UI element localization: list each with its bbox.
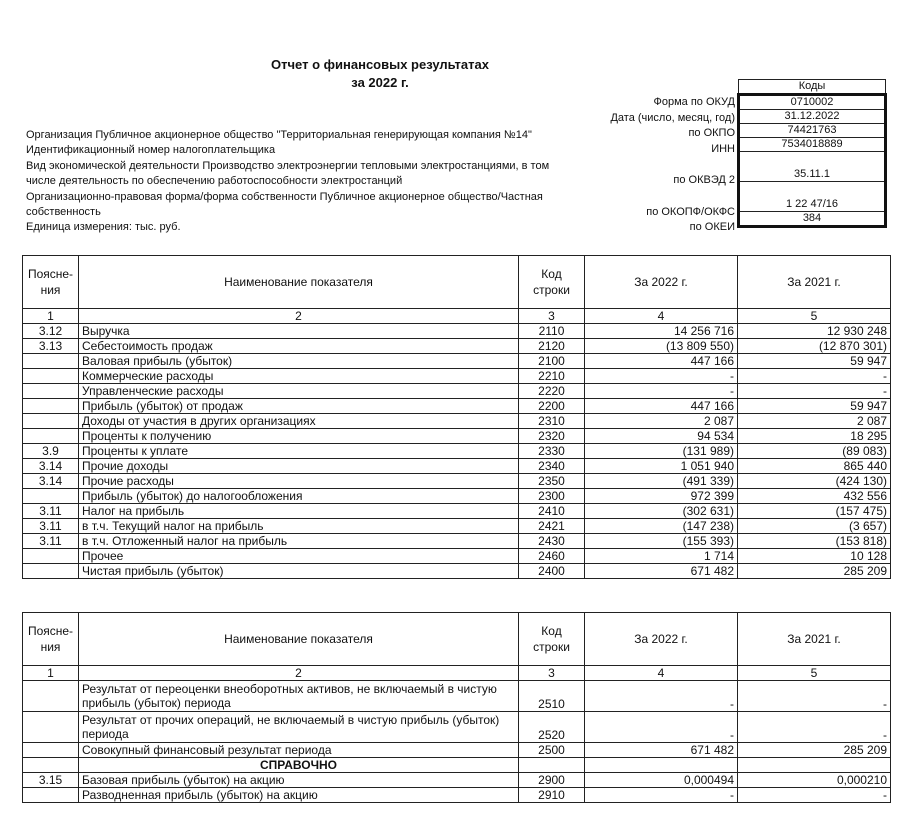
row-note [23, 681, 79, 712]
row-note: 3.9 [23, 444, 79, 459]
row-value-2021: (89 083) [738, 444, 891, 459]
unit-label: Единица измерения: тыс. руб. [26, 221, 181, 233]
row-value-2022: (13 809 550) [585, 339, 738, 354]
index-cell: 5 [738, 309, 891, 324]
okopf-label: по ОКОПФ/ОКФС [646, 206, 735, 218]
row-value-2021: (424 130) [738, 474, 891, 489]
empty-cell [23, 758, 79, 773]
col-note-header: Поясне-ния [23, 256, 79, 309]
report-period: за 2022 г. [351, 75, 409, 90]
table2-header-row [23, 613, 891, 666]
row-note: 3.15 [23, 773, 79, 788]
row-code: 2110 [519, 324, 585, 339]
reference-label: СПРАВОЧНО [79, 758, 519, 773]
table-row [23, 504, 891, 519]
row-name: Результат от прочих операций, не включаемый в чистую прибыль (убыток) периода [79, 712, 519, 743]
row-note [23, 354, 79, 369]
okei-value: 384 [739, 212, 886, 227]
row-code: 2410 [519, 504, 585, 519]
row-name: Доходы от участия в других организациях [79, 414, 519, 429]
row-value-2022: - [585, 681, 738, 712]
row-note: 3.11 [23, 504, 79, 519]
row-code: 2520 [519, 712, 585, 743]
row-value-2021: 285 209 [738, 743, 891, 758]
row-name: Прочие доходы [79, 459, 519, 474]
row-name: Проценты к получению [79, 429, 519, 444]
index-cell: 4 [585, 309, 738, 324]
index-cell: 5 [738, 666, 891, 681]
row-value-2021: 18 295 [738, 429, 891, 444]
row-code: 2430 [519, 534, 585, 549]
row-value-2021: 59 947 [738, 399, 891, 414]
row-name: Проценты к уплате [79, 444, 519, 459]
row-code: 2900 [519, 773, 585, 788]
row-note: 3.14 [23, 459, 79, 474]
row-value-2022: 671 482 [585, 743, 738, 758]
row-code: 2210 [519, 369, 585, 384]
row-value-2021: (153 818) [738, 534, 891, 549]
row-value-2022: 1 714 [585, 549, 738, 564]
row-code: 2120 [519, 339, 585, 354]
row-code: 2320 [519, 429, 585, 444]
row-code: 2310 [519, 414, 585, 429]
row-name: Прочее [79, 549, 519, 564]
row-value-2022: - [585, 788, 738, 803]
col-code-header: Код строки [519, 613, 585, 666]
row-value-2021: (3 657) [738, 519, 891, 534]
inn-label: Идентификационный номер налогоплательщика [26, 144, 276, 156]
row-value-2021: 285 209 [738, 564, 891, 579]
table-row [23, 444, 891, 459]
table-header-row [23, 256, 891, 309]
table-row [23, 429, 891, 444]
row-value-2022: (155 393) [585, 534, 738, 549]
inn-value: 7534018889 [739, 138, 886, 152]
row-note: 3.11 [23, 534, 79, 549]
row-note: 3.11 [23, 519, 79, 534]
row-note: 3.14 [23, 474, 79, 489]
table-row [23, 712, 891, 743]
row-name: Чистая прибыль (убыток) [79, 564, 519, 579]
row-value-2022: - [585, 384, 738, 399]
row-note [23, 429, 79, 444]
row-name: Коммерческие расходы [79, 369, 519, 384]
row-value-2021: (12 870 301) [738, 339, 891, 354]
row-note [23, 414, 79, 429]
table-row [23, 788, 891, 803]
row-value-2021: 10 128 [738, 549, 891, 564]
row-code: 2200 [519, 399, 585, 414]
row-value-2022: 671 482 [585, 564, 738, 579]
row-value-2021: 0,000210 [738, 773, 891, 788]
empty-cell [585, 758, 738, 773]
row-value-2022: (302 631) [585, 504, 738, 519]
table-row [23, 324, 891, 339]
legal-form-line-2: собственность [26, 206, 101, 218]
activity-line-2: числе деятельность по обеспечению работоспособности электростанций [26, 175, 403, 187]
col-note-header: Поясне-ния [23, 613, 79, 666]
row-name: в т.ч. Отложенный налог на прибыль [79, 534, 519, 549]
row-value-2021: 432 556 [738, 489, 891, 504]
index-cell: 4 [585, 666, 738, 681]
row-name: Базовая прибыль (убыток) на акцию [79, 773, 519, 788]
col-name-header: Наименование показателя [79, 613, 519, 666]
table-row [23, 743, 891, 758]
row-note [23, 743, 79, 758]
col-2022-header: За 2022 г. [585, 256, 738, 309]
table-row [23, 339, 891, 354]
row-name: в т.ч. Текущий налог на прибыль [79, 519, 519, 534]
row-note [23, 564, 79, 579]
row-value-2022: 94 534 [585, 429, 738, 444]
row-value-2021: - [738, 384, 891, 399]
row-code: 2330 [519, 444, 585, 459]
row-code: 2510 [519, 681, 585, 712]
row-note [23, 489, 79, 504]
table-row [23, 399, 891, 414]
okopf-value: 1 22 47/16 [739, 182, 886, 212]
row-code: 2910 [519, 788, 585, 803]
financial-results-table [22, 255, 891, 579]
row-value-2022: 447 166 [585, 354, 738, 369]
codes-box [737, 79, 887, 228]
row-value-2022: 1 051 940 [585, 459, 738, 474]
index-cell: 1 [23, 309, 79, 324]
row-value-2021: - [738, 681, 891, 712]
table-row [23, 369, 891, 384]
col-2022-header: За 2022 г. [585, 613, 738, 666]
row-name: Результат от переоценки внеоборотных активов, не включаемый в чистую прибыль (убыток) периода [79, 681, 519, 712]
row-value-2022: (147 238) [585, 519, 738, 534]
row-note [23, 549, 79, 564]
row-note [23, 788, 79, 803]
row-value-2021: - [738, 788, 891, 803]
okved-label: по ОКВЭД 2 [673, 174, 735, 186]
row-code: 2500 [519, 743, 585, 758]
table-row [23, 519, 891, 534]
date-value: 31.12.2022 [739, 110, 886, 124]
row-note [23, 712, 79, 743]
row-value-2022: 14 256 716 [585, 324, 738, 339]
report-title: Отчет о финансовых результатах [271, 57, 489, 72]
table-row [23, 384, 891, 399]
table-row [23, 681, 891, 712]
okpo-value: 74421763 [739, 124, 886, 138]
index-cell: 2 [79, 309, 519, 324]
row-value-2021: 2 087 [738, 414, 891, 429]
table-index-row [23, 309, 891, 324]
col-name-header: Наименование показателя [79, 256, 519, 309]
row-code: 2220 [519, 384, 585, 399]
row-value-2022: 972 399 [585, 489, 738, 504]
reference-row [23, 758, 891, 773]
col-2021-header: За 2021 г. [738, 256, 891, 309]
row-value-2021: 12 930 248 [738, 324, 891, 339]
col-code-header: Код строки [519, 256, 585, 309]
table-row [23, 414, 891, 429]
row-name: Прибыль (убыток) от продаж [79, 399, 519, 414]
okved-value: 35.11.1 [739, 152, 886, 182]
row-value-2022: - [585, 712, 738, 743]
row-code: 2350 [519, 474, 585, 489]
row-note: 3.13 [23, 339, 79, 354]
table-row [23, 549, 891, 564]
legal-form-line-1: Организационно-правовая форма/форма собственности Публичное акционерное общество/Частная [26, 191, 543, 203]
row-name: Разводненная прибыль (убыток) на акцию [79, 788, 519, 803]
row-note [23, 384, 79, 399]
row-value-2022: 447 166 [585, 399, 738, 414]
row-name: Валовая прибыль (убыток) [79, 354, 519, 369]
row-name: Себестоимость продаж [79, 339, 519, 354]
okei-label: по ОКЕИ [689, 221, 735, 233]
okud-value: 0710002 [739, 95, 886, 110]
row-code: 2460 [519, 549, 585, 564]
date-label: Дата (число, месяц, год) [610, 112, 735, 124]
inn-code-label: ИНН [711, 143, 735, 155]
row-value-2021: - [738, 369, 891, 384]
table-row [23, 534, 891, 549]
row-code: 2400 [519, 564, 585, 579]
table-row [23, 773, 891, 788]
row-value-2021: 865 440 [738, 459, 891, 474]
row-note [23, 369, 79, 384]
row-value-2022: 0,000494 [585, 773, 738, 788]
table2-index-row [23, 666, 891, 681]
row-value-2022: 2 087 [585, 414, 738, 429]
row-name: Совокупный финансовый результат периода [79, 743, 519, 758]
table-row [23, 474, 891, 489]
row-value-2022: (131 989) [585, 444, 738, 459]
comprehensive-income-table [22, 612, 891, 803]
okud-label: Форма по ОКУД [653, 96, 735, 108]
row-value-2022: (491 339) [585, 474, 738, 489]
row-code: 2100 [519, 354, 585, 369]
row-name: Прибыль (убыток) до налогообложения [79, 489, 519, 504]
codes-header: Коды [739, 80, 886, 95]
index-cell: 2 [79, 666, 519, 681]
org-name: Организация Публичное акционерное общество "Территориальная генерирующая компания №14" [26, 129, 532, 141]
empty-cell [738, 758, 891, 773]
row-value-2022: - [585, 369, 738, 384]
row-code: 2340 [519, 459, 585, 474]
index-cell: 3 [519, 666, 585, 681]
okpo-label: по ОКПО [688, 127, 735, 139]
activity-line-1: Вид экономической деятельности Производство электроэнергии тепловыми электростанциями, в том [26, 160, 550, 172]
empty-cell [519, 758, 585, 773]
row-name: Налог на прибыль [79, 504, 519, 519]
index-cell: 1 [23, 666, 79, 681]
row-note [23, 399, 79, 414]
row-code: 2300 [519, 489, 585, 504]
index-cell: 3 [519, 309, 585, 324]
row-value-2021: - [738, 712, 891, 743]
table-row [23, 564, 891, 579]
table-row [23, 489, 891, 504]
row-name: Выручка [79, 324, 519, 339]
row-value-2021: (157 475) [738, 504, 891, 519]
row-code: 2421 [519, 519, 585, 534]
col-2021-header: За 2021 г. [738, 613, 891, 666]
row-note: 3.12 [23, 324, 79, 339]
table-row [23, 354, 891, 369]
row-name: Прочие расходы [79, 474, 519, 489]
row-name: Управленческие расходы [79, 384, 519, 399]
row-value-2021: 59 947 [738, 354, 891, 369]
table-row [23, 459, 891, 474]
